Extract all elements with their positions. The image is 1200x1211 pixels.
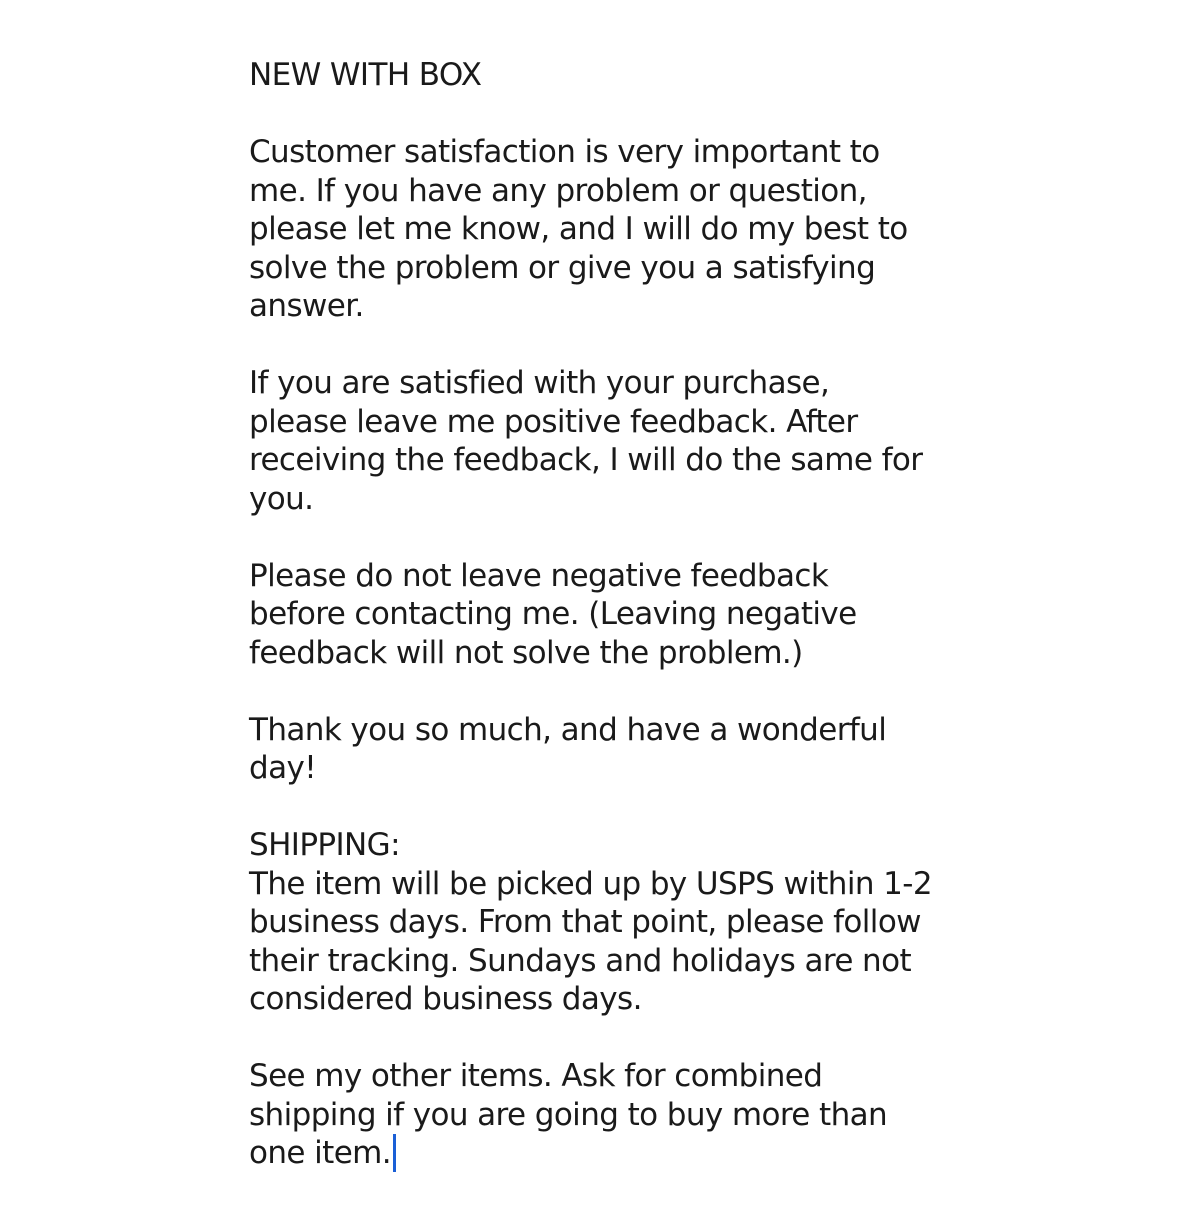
text-line-last-content: one item. <box>249 1135 392 1171</box>
text-line: Please do not leave negative feedback <box>249 557 829 594</box>
shipping-heading: SHIPPING: <box>249 827 400 863</box>
text-line: solve the problem or give you a satisfying <box>249 249 876 286</box>
text-line: day! <box>249 750 317 786</box>
text-line: answer. <box>249 288 364 324</box>
text-line: feedback will not solve the problem.) <box>249 634 803 671</box>
text-editor[interactable] <box>249 56 969 1211</box>
text-line: shipping if you are going to buy more than <box>249 1096 888 1133</box>
paragraph-condition <box>249 56 969 95</box>
text-line: their tracking. Sundays and holidays are not <box>249 942 912 979</box>
paragraph-satisfaction <box>249 133 969 326</box>
text-line: If you are satisfied with your purchase, <box>249 365 830 401</box>
text-line: Customer satisfaction is very important to <box>249 134 880 170</box>
text-line: please leave me positive feedback. After <box>249 403 858 440</box>
text-line: please let me know, and I will do my best to <box>249 211 908 247</box>
text-line: receiving the feedback, I will do the same for <box>249 442 923 478</box>
text-line: me. If you have any problem or question, <box>249 172 867 209</box>
paragraph-thank-you <box>249 711 969 788</box>
text-line: See my other items. Ask for combined <box>249 1058 823 1094</box>
paragraph-positive-feedback <box>249 364 969 518</box>
paragraph-negative-feedback <box>249 557 969 673</box>
paragraph-shipping <box>249 826 969 1019</box>
text-line: The item will be picked up by USPS within 1-2 <box>249 865 933 902</box>
text-line: you. <box>249 480 314 517</box>
text-line: before contacting me. (Leaving negative <box>249 596 857 632</box>
text-line: Thank you so much, and have a wonderful <box>249 711 887 748</box>
paragraph-other-items <box>249 1057 969 1173</box>
text-cursor <box>393 1134 396 1172</box>
text-line-last <box>249 1134 969 1173</box>
text-line: business days. From that point, please follow <box>249 904 921 940</box>
text-line: considered business days. <box>249 981 642 1017</box>
text-line: NEW WITH BOX <box>249 57 482 93</box>
